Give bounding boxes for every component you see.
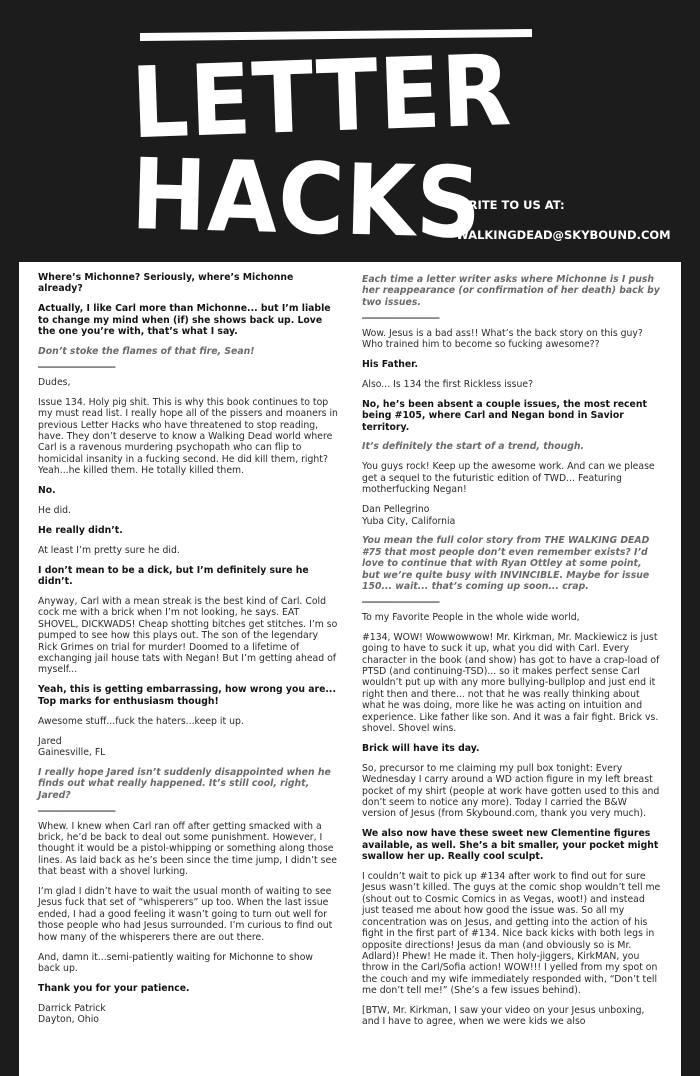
letter-separator: ___________________ <box>362 307 439 319</box>
letter-paragraph: I couldn’t wait to pick up #134 after work to find out for sure Jesus wasn’t killed. The guys at the comic shop wouldn’t tell me (shout out to Cosmic Comics in as Vegas, woot!) and instead just teased me about how good the issue was. So all my concentration was on Jesus, and getting into the action of his fight in the first part of #134. Nice back kicks with both legs in opposite directions! Jesus da man (and obviously so is Mr. Adlard)! Phew! He made it. Then holy-jiggers, KirkMAN, you throw in the Carl/Sofia action! WOW!!! I yelled from my spot on the couch and my wife immediately responded with, “Don’t tell me don’t tell me!” (She’s a few issues behind). <box>362 871 661 997</box>
editor-reply: You mean the full color story from THE WALKING DEAD #75 that most people don’t even remember exists? I’d love to continue that with Ryan Ottley at some point, but we’re quite busy with INVINCIBLE. Maybe for issue 150... wait... that’s coming up soon... crap. <box>362 535 650 593</box>
reader-question: His Father. <box>362 358 418 370</box>
editor-reply: It’s definitely the start of a trend, though. <box>362 441 585 453</box>
letter-paragraph: [BTW, Mr. Kirkman, I saw your video on your Jesus unboxing, and I have to agree, when we were kids we also <box>362 1005 645 1028</box>
write-to-us-label: WRITE TO US AT: <box>456 198 565 212</box>
reader-question: No. <box>38 485 56 497</box>
contact-email: WALKINGDEAD@SKYBOUND.COM <box>456 228 671 242</box>
reader-question: He really didn’t. <box>38 524 123 536</box>
letters-panel <box>19 262 681 1076</box>
logo-line-hacks: HACKS <box>129 138 484 262</box>
letter-paragraph: Wow. Jesus is a bad ass!! What’s the back story on this guy? Who trained him to become so fucking awesome?? <box>362 327 643 351</box>
letter-paragraph: #134, WOW! Wowwowwow! Mr. Kirkman, Mr. Mackiewicz is just going to have to suck it up, what you did with Carl. Every character in the book (and show) has got to have a crap-load of PTSD (and continuing-TSD)... so it makes perfect sense Carl wouldn’t put up with any more bullying-bullplop and just end it right then and there... not that he was really thinking about what he was doing, more like he was acting on intuition and experience. Like father like son. And it was a fair fight. Brick vs. shovel. Shovel wins. <box>362 631 660 734</box>
letter-separator: ___________________ <box>362 591 439 603</box>
reader-question: No, he’s been absent a couple issues, the most recent being #105, where Carl and Negan bond in Savior territory. <box>362 398 647 433</box>
editor-reply: I really hope Jared isn’t suddenly disappointed when he finds out what really happened. It’s still cool, right, Jared? <box>38 766 331 801</box>
reader-question: Where’s Michonne? Seriously, where’s Michonne already? <box>38 272 294 295</box>
reader-question: Thank you for your patience. <box>38 982 190 994</box>
left-letters-column <box>38 272 338 1034</box>
letter-paragraph: Dan Pellegrino Yuba City, California <box>362 504 456 527</box>
letter-separator: ___________________ <box>38 356 115 368</box>
logo-line-letter: LETTER <box>129 34 514 162</box>
letter-paragraph: Awesome stuff...fuck the haters...keep it up. <box>38 715 244 727</box>
right-letters-column <box>362 274 662 1036</box>
letter-separator: ___________________ <box>38 800 115 812</box>
letter-paragraph: Anyway, Carl with a mean streak is the best kind of Carl. Cold cock me with a brick when I’m not looking, he says. EAT SHOVEL, DICKWADS! Cheap shotting bitches get stitches. I’m so pumped to see how this plays out. The son of the legendary Rick Grimes on trial for murder! Doomed to a lifetime of exchanging jail house tats with Negan! But I’m getting ahead of myself... <box>38 596 338 676</box>
editor-reply: Each time a letter writer asks where Michonne is I push her reappearance (or confirmation of her death) back by two issues. <box>362 274 660 308</box>
letter-paragraph: Darrick Patrick Dayton, Ohio <box>38 1002 106 1026</box>
letter-paragraph: To my Favorite People in the whole wide world, <box>362 611 580 623</box>
reader-question: We also now have these sweet new Clementine figures available, as well. She’s a bit smaller, your pocket might swallow her up. Really cool sculpt. <box>362 828 659 863</box>
letter-paragraph: You guys rock! Keep up the awesome work. And can we please get a sequel to the futuristic edition of TWD... Featuring motherfucking Negan! <box>362 461 655 496</box>
editor-reply: Don’t stoke the flames of that fire, Sean! <box>38 346 255 358</box>
letter-paragraph: So, precursor to me claiming my pull box tonight: Every Wednesday I carry around a WD action figure in my left breast pocket of my shirt (people at work have gotten used to this and don’t seem to notice any more). Today I carried the B&W version of Jesus (from Skybound.com, thank you very much). <box>362 762 660 820</box>
letter-paragraph: Also... Is 134 the first Rickless issue? <box>362 378 534 390</box>
reader-question: Brick will have its day. <box>362 742 480 754</box>
reader-question: I don’t mean to be a dick, but I’m definitely sure he didn’t. <box>38 564 309 588</box>
letter-paragraph: At least I’m pretty sure he did. <box>38 544 180 556</box>
letter-paragraph: He did. <box>38 505 72 516</box>
letter-paragraph: I’m glad I didn’t have to wait the usual month of waiting to see Jesus fuck that set of “whisperers” up too. When the last issue ended, I had a good feeling it wasn’t going to turn out well for those people who had Jesus surrounded. I’m curious to find out how many of the whisperers there are out there. <box>38 886 333 943</box>
letter-paragraph: Issue 134. Holy pig shit. This is why this book continues to top my must read list. I really hope all of the pissers and moaners in previous Letter Hacks who have threatened to stop reading, have. They don’t deserve to know a Walking Dead world where Carl is a ravenous murdering psychopath who can flip to homicidal insanity in a fucking second. He did kill them, right? Yeah...he killed them. He totally killed them. <box>38 396 338 477</box>
letter-paragraph: And, damn it...semi-patiently waiting for Michonne to show back up. <box>38 951 314 974</box>
reader-question: Yeah, this is getting embarrassing, how wrong you are... Top marks for enthusiasm though! <box>38 684 336 707</box>
letter-paragraph: Dudes, <box>38 376 71 388</box>
letter-paragraph: Whew. I knew when Carl ran off after getting smacked with a brick, he’d be back to deal out some punishment. However, I thought it would be a pistol-whipping or something along those lines. As laid back as he’s been since the time jump, I didn’t see that beast with a shovel lurking. <box>38 820 337 878</box>
letter-paragraph: Jared Gainesville, FL <box>38 735 106 758</box>
reader-question: Actually, I like Carl more than Michonne... but I’m liable to change my mind when (if) she shows back up. Love the one you’re with, that’s what I say. <box>38 303 331 338</box>
